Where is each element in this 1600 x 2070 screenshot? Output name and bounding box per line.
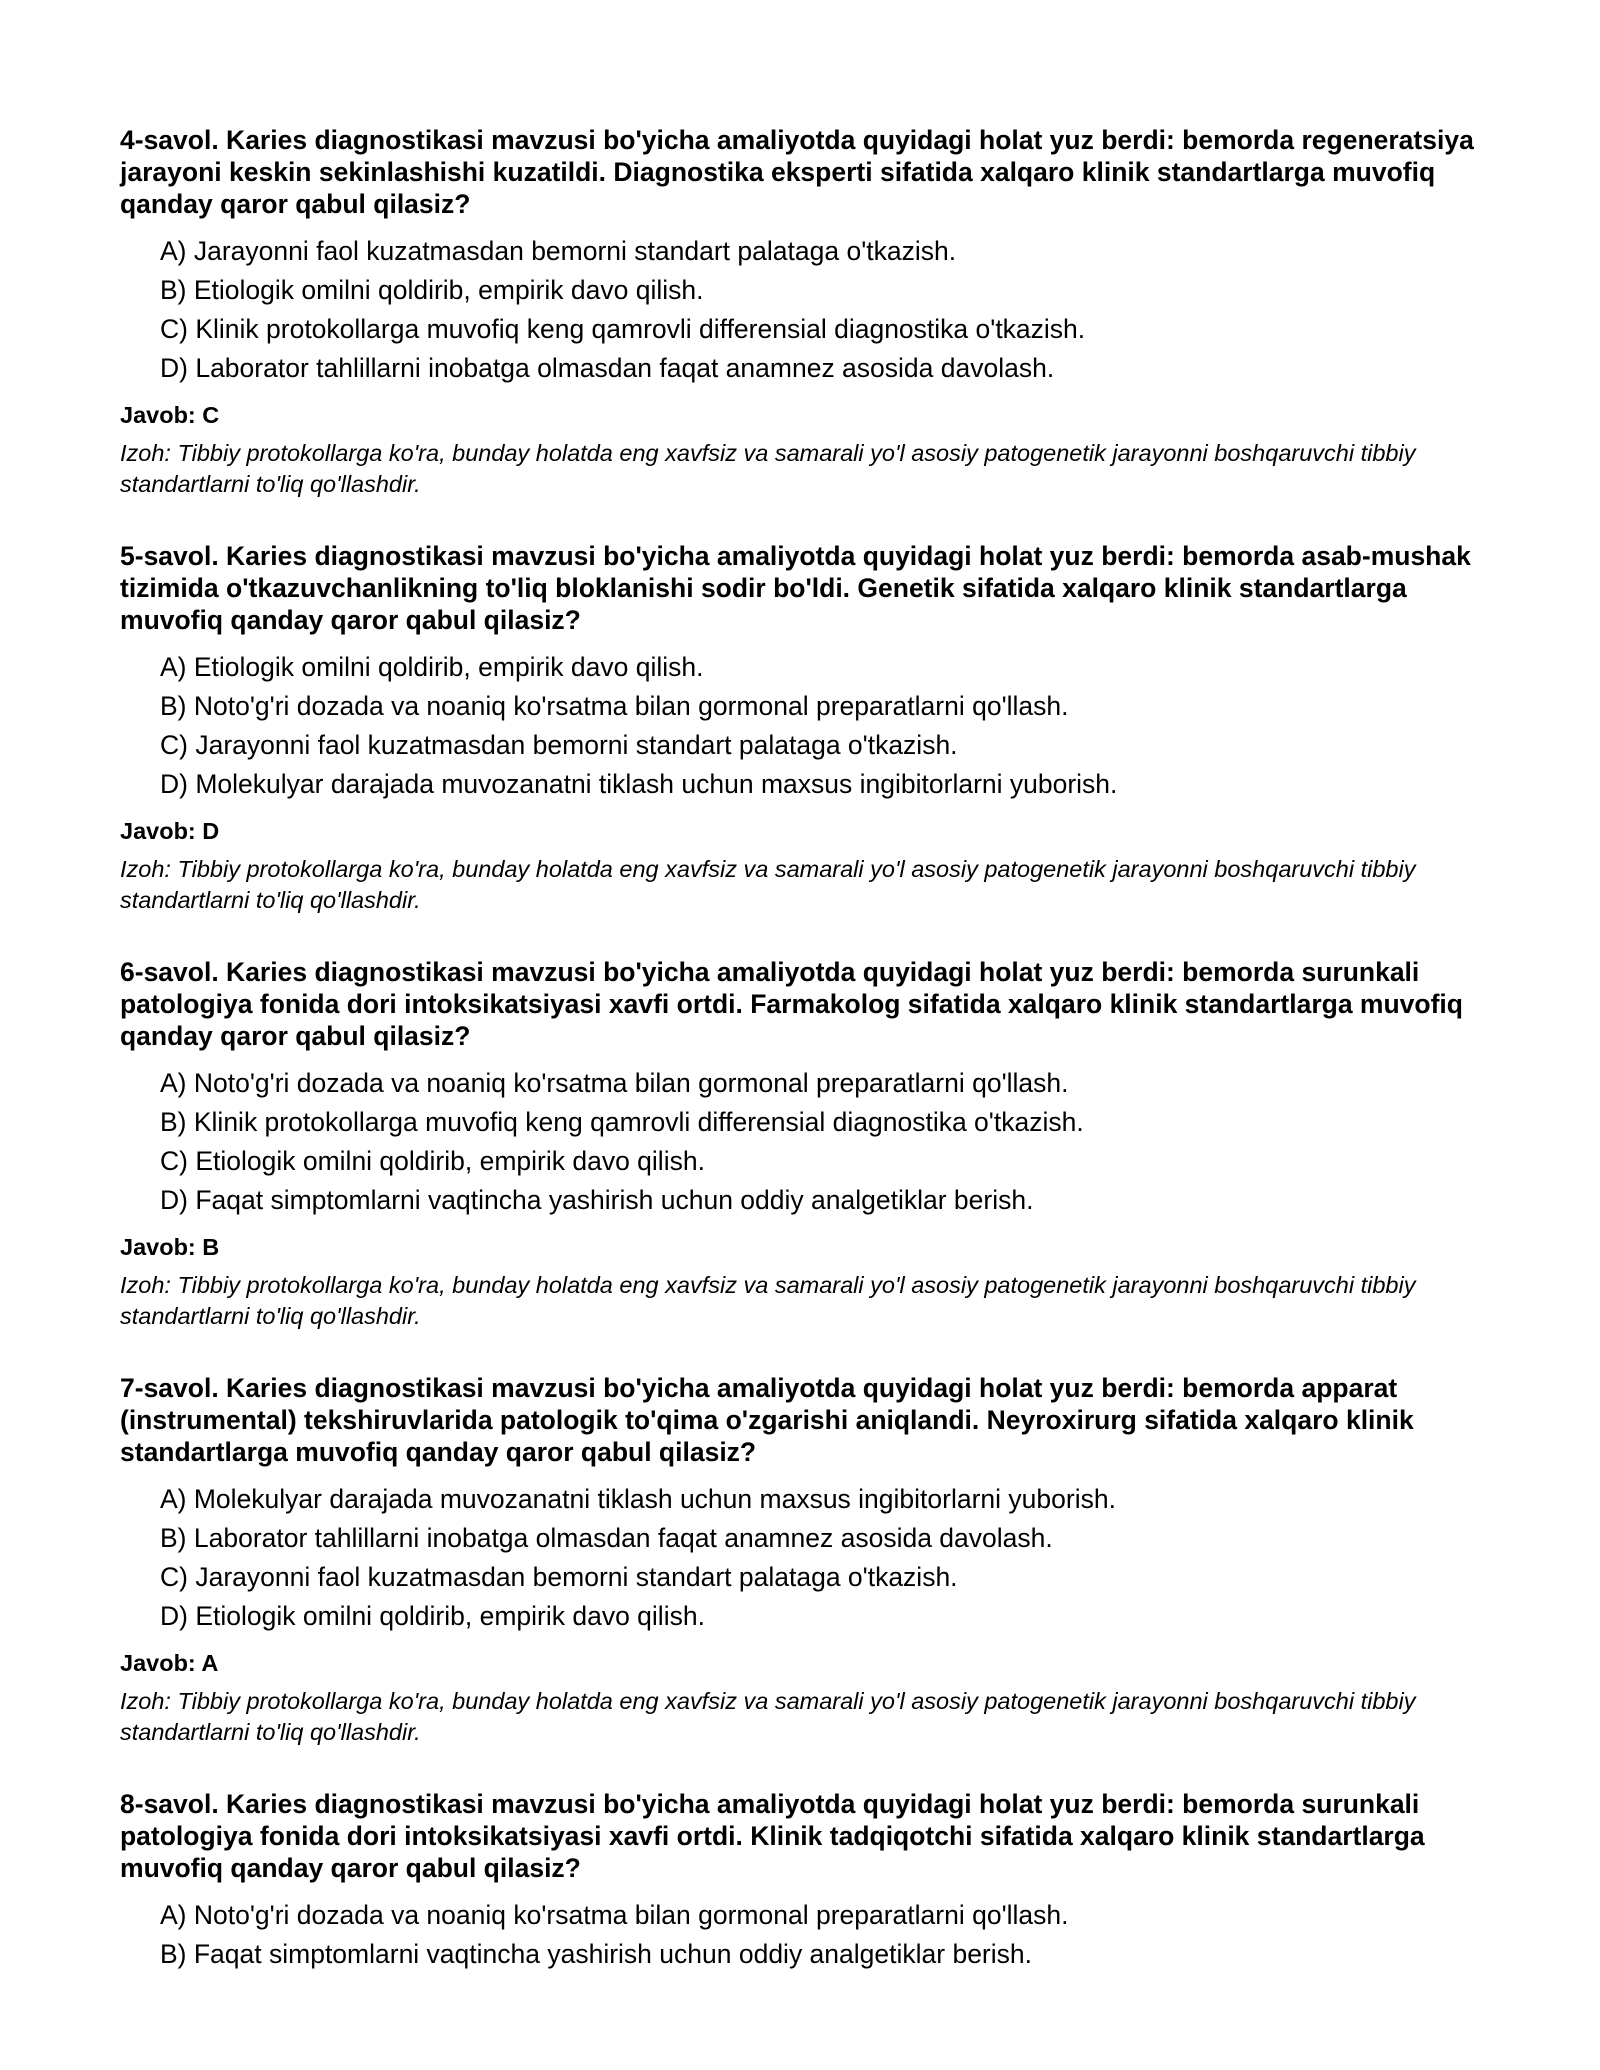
option-a: A) Noto'g'ri dozada va noaniq ko'rsatma bilan gormonal preparatlarni qo'llash. xyxy=(160,1900,1069,1930)
explanation-note: Izoh: Tibbiy protokollarga ko'ra, bunday holatda eng xavfsiz va samarali yo'l asosiy patogenetik jarayonni boshqaruvchi tibbiy standartlarni to'liq qo'llashdir. xyxy=(120,1272,1416,1329)
option-b: B) Etiologik omilni qoldirib, empirik davo qilish. xyxy=(160,275,704,305)
question-text: 4-savol. Karies diagnostikasi mavzusi bo'yicha amaliyotda quyidagi holat yuz berdi: bemorda regeneratsiya jarayoni keskin sekinlashishi kuzatildi. Diagnostika eksperti sifatida xalqaro klinik standartlarga muvofiq qanday qaror qabul qilasiz? xyxy=(120,125,1474,219)
question-block xyxy=(120,956,1500,1332)
question-text: 6-savol. Karies diagnostikasi mavzusi bo'yicha amaliyotda quyidagi holat yuz berdi: bemorda surunkali patologiya fonida dori intoksikatsiyasi xavfi ortdi. Farmakolog sifatida xalqaro klinik standartlarga muvofiq qanday qaror qabul qilasiz? xyxy=(120,957,1463,1051)
option-a: A) Noto'g'ri dozada va noaniq ko'rsatma bilan gormonal preparatlarni qo'llash. xyxy=(160,1068,1069,1098)
document-page xyxy=(120,124,1500,2014)
question-block xyxy=(120,1372,1500,1748)
option-d: D) Molekulyar darajada muvozanatni tiklash uchun maxsus ingibitorlarni yuborish. xyxy=(160,769,1118,799)
question-block xyxy=(120,1788,1500,1974)
option-c: C) Jarayonni faol kuzatmasdan bemorni standart palataga o'tkazish. xyxy=(160,730,958,760)
options-list xyxy=(120,1480,1500,1636)
option-d: D) Faqat simptomlarni vaqtincha yashirish uchun oddiy analgetiklar berish. xyxy=(160,1185,1034,1215)
explanation-note: Izoh: Tibbiy protokollarga ko'ra, bunday holatda eng xavfsiz va samarali yo'l asosiy patogenetik jarayonni boshqaruvchi tibbiy standartlarni to'liq qo'llashdir. xyxy=(120,440,1416,497)
option-b: B) Noto'g'ri dozada va noaniq ko'rsatma bilan gormonal preparatlarni qo'llash. xyxy=(160,691,1069,721)
options-list xyxy=(120,648,1500,804)
option-d: D) Laborator tahlillarni inobatga olmasdan faqat anamnez asosida davolash. xyxy=(160,353,1055,383)
question-block xyxy=(120,540,1500,916)
question-block xyxy=(120,124,1500,500)
option-b: B) Faqat simptomlarni vaqtincha yashirish uchun oddiy analgetiklar berish. xyxy=(160,1939,1032,1969)
explanation-note: Izoh: Tibbiy protokollarga ko'ra, bunday holatda eng xavfsiz va samarali yo'l asosiy patogenetik jarayonni boshqaruvchi tibbiy standartlarni to'liq qo'llashdir. xyxy=(120,1688,1416,1745)
question-text: 5-savol. Karies diagnostikasi mavzusi bo'yicha amaliyotda quyidagi holat yuz berdi: bemorda asab-mushak tizimida o'tkazuvchanlikning to'liq bloklanishi sodir bo'ldi. Genetik sifatida xalqaro klinik standartlarga muvofiq qanday qaror qabul qilasiz? xyxy=(120,541,1471,635)
explanation-note: Izoh: Tibbiy protokollarga ko'ra, bunday holatda eng xavfsiz va samarali yo'l asosiy patogenetik jarayonni boshqaruvchi tibbiy standartlarni to'liq qo'llashdir. xyxy=(120,856,1416,913)
option-d: D) Etiologik omilni qoldirib, empirik davo qilish. xyxy=(160,1601,705,1631)
option-a: A) Molekulyar darajada muvozanatni tiklash uchun maxsus ingibitorlarni yuborish. xyxy=(160,1484,1116,1514)
question-text: 8-savol. Karies diagnostikasi mavzusi bo'yicha amaliyotda quyidagi holat yuz berdi: bemorda surunkali patologiya fonida dori intoksikatsiyasi xavfi ortdi. Klinik tadqiqotchi sifatida xalqaro klinik standartlarga muvofiq qanday qaror qabul qilasiz? xyxy=(120,1789,1425,1883)
answer-label: Javob: A xyxy=(120,1650,219,1676)
question-text: 7-savol. Karies diagnostikasi mavzusi bo'yicha amaliyotda quyidagi holat yuz berdi: bemorda apparat (instrumental) tekshiruvlarida patologik to'qima o'zgarishi aniqlandi. Neyroxirurg sifatida xalqaro klinik standartlarga muvofiq qanday qaror qabul qilasiz? xyxy=(120,1373,1414,1467)
option-a: A) Etiologik omilni qoldirib, empirik davo qilish. xyxy=(160,652,704,682)
options-list xyxy=(120,232,1500,388)
option-b: B) Laborator tahlillarni inobatga olmasdan faqat anamnez asosida davolash. xyxy=(160,1523,1053,1553)
option-c: C) Etiologik omilni qoldirib, empirik davo qilish. xyxy=(160,1146,705,1176)
option-c: C) Jarayonni faol kuzatmasdan bemorni standart palataga o'tkazish. xyxy=(160,1562,958,1592)
option-b: B) Klinik protokollarga muvofiq keng qamrovli differensial diagnostika o'tkazish. xyxy=(160,1107,1084,1137)
options-list xyxy=(120,1064,1500,1220)
option-c: C) Klinik protokollarga muvofiq keng qamrovli differensial diagnostika o'tkazish. xyxy=(160,314,1086,344)
answer-label: Javob: B xyxy=(120,1234,220,1260)
option-a: A) Jarayonni faol kuzatmasdan bemorni standart palataga o'tkazish. xyxy=(160,236,957,266)
options-list xyxy=(120,1896,1500,1974)
answer-label: Javob: D xyxy=(120,818,220,844)
answer-label: Javob: C xyxy=(120,402,220,428)
